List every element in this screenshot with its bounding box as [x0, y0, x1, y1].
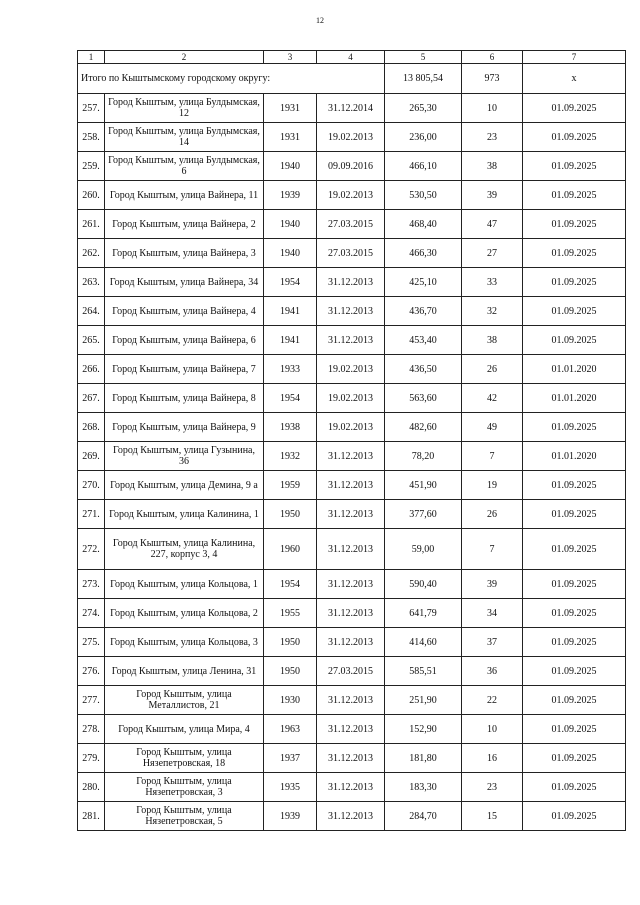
row-address: Город Кыштым, улица Кольцова, 3: [105, 628, 264, 657]
table-row: [78, 297, 626, 326]
row-number: 258.: [78, 123, 105, 152]
row-date: 31.12.2013: [317, 500, 385, 529]
row-deadline: 01.09.2025: [523, 773, 626, 802]
row-number: 260.: [78, 181, 105, 210]
row-deadline: 01.09.2025: [523, 152, 626, 181]
row-date: 19.02.2013: [317, 413, 385, 442]
row-area: 436,50: [385, 355, 462, 384]
table-row: [78, 773, 626, 802]
row-date: 31.12.2013: [317, 802, 385, 831]
row-year: 1937: [264, 744, 317, 773]
row-count: 10: [462, 94, 523, 123]
housing-register-table: [77, 50, 626, 831]
row-number: 270.: [78, 471, 105, 500]
row-count: 16: [462, 744, 523, 773]
column-number-6: 6: [462, 51, 523, 64]
table-row: [78, 355, 626, 384]
table-row: [78, 442, 626, 471]
column-number-2: 2: [105, 51, 264, 64]
column-number-4: 4: [317, 51, 385, 64]
row-area: 59,00: [385, 529, 462, 570]
row-count: 23: [462, 773, 523, 802]
row-deadline: 01.01.2020: [523, 384, 626, 413]
row-date: 31.12.2013: [317, 686, 385, 715]
row-year: 1940: [264, 210, 317, 239]
row-number: 261.: [78, 210, 105, 239]
table-row: [78, 657, 626, 686]
table-row: [78, 239, 626, 268]
row-address: Город Кыштым, улица Вайнера, 3: [105, 239, 264, 268]
row-year: 1941: [264, 297, 317, 326]
row-deadline: 01.09.2025: [523, 744, 626, 773]
row-area: 425,10: [385, 268, 462, 297]
row-number: 278.: [78, 715, 105, 744]
table-row: [78, 744, 626, 773]
column-number-7: 7: [523, 51, 626, 64]
row-year: 1959: [264, 471, 317, 500]
total-area: 13 805,54: [385, 64, 462, 94]
row-deadline: 01.09.2025: [523, 239, 626, 268]
row-year: 1954: [264, 384, 317, 413]
row-count: 7: [462, 529, 523, 570]
row-year: 1935: [264, 773, 317, 802]
total-deadline: х: [523, 64, 626, 94]
row-date: 31.12.2013: [317, 773, 385, 802]
row-address: Город Кыштым, улица Булдымская, 12: [105, 94, 264, 123]
row-deadline: 01.09.2025: [523, 210, 626, 239]
row-year: 1950: [264, 657, 317, 686]
table-row: [78, 413, 626, 442]
row-deadline: 01.09.2025: [523, 686, 626, 715]
row-date: 31.12.2013: [317, 529, 385, 570]
row-year: 1950: [264, 628, 317, 657]
row-deadline: 01.09.2025: [523, 802, 626, 831]
row-address: Город Кыштым, улица Вайнера, 11: [105, 181, 264, 210]
row-deadline: 01.09.2025: [523, 471, 626, 500]
row-number: 262.: [78, 239, 105, 268]
row-number: 257.: [78, 94, 105, 123]
row-count: 27: [462, 239, 523, 268]
row-count: 39: [462, 181, 523, 210]
row-deadline: 01.09.2025: [523, 181, 626, 210]
row-deadline: 01.09.2025: [523, 599, 626, 628]
row-date: 31.12.2013: [317, 268, 385, 297]
row-year: 1950: [264, 500, 317, 529]
row-count: 42: [462, 384, 523, 413]
row-address: Город Кыштым, улица Кольцова, 1: [105, 570, 264, 599]
row-year: 1930: [264, 686, 317, 715]
row-area: 183,30: [385, 773, 462, 802]
row-count: 49: [462, 413, 523, 442]
table-row: [78, 802, 626, 831]
row-date: 19.02.2013: [317, 355, 385, 384]
row-address: Город Кыштым, улица Гузынина, 36: [105, 442, 264, 471]
row-year: 1954: [264, 570, 317, 599]
row-number: 268.: [78, 413, 105, 442]
row-year: 1939: [264, 181, 317, 210]
row-area: 563,60: [385, 384, 462, 413]
row-number: 267.: [78, 384, 105, 413]
row-address: Город Кыштым, улица Вайнера, 8: [105, 384, 264, 413]
row-year: 1938: [264, 413, 317, 442]
row-year: 1932: [264, 442, 317, 471]
total-label: Итого по Кыштымскому городскому округу:: [78, 64, 385, 94]
row-number: 265.: [78, 326, 105, 355]
row-date: 31.12.2013: [317, 326, 385, 355]
row-number: 275.: [78, 628, 105, 657]
row-year: 1941: [264, 326, 317, 355]
row-area: 590,40: [385, 570, 462, 599]
column-number-1: 1: [78, 51, 105, 64]
row-number: 263.: [78, 268, 105, 297]
row-deadline: 01.09.2025: [523, 326, 626, 355]
row-date: 09.09.2016: [317, 152, 385, 181]
row-count: 7: [462, 442, 523, 471]
row-area: 436,70: [385, 297, 462, 326]
row-count: 38: [462, 152, 523, 181]
table-row: [78, 268, 626, 297]
row-area: 265,30: [385, 94, 462, 123]
row-address: Город Кыштым, улица Калинина, 1: [105, 500, 264, 529]
table-row: [78, 500, 626, 529]
row-address: Город Кыштым, улица Демина, 9 а: [105, 471, 264, 500]
row-address: Город Кыштым, улица Вайнера, 34: [105, 268, 264, 297]
table-row: [78, 94, 626, 123]
row-date: 19.02.2013: [317, 384, 385, 413]
row-count: 34: [462, 599, 523, 628]
row-count: 38: [462, 326, 523, 355]
row-area: 251,90: [385, 686, 462, 715]
row-address: Город Кыштым, улица Ленина, 31: [105, 657, 264, 686]
total-count: 973: [462, 64, 523, 94]
row-year: 1931: [264, 123, 317, 152]
table-row: [78, 210, 626, 239]
row-address: Город Кыштым, улица Вайнера, 7: [105, 355, 264, 384]
row-area: 152,90: [385, 715, 462, 744]
row-area: 284,70: [385, 802, 462, 831]
column-number-5: 5: [385, 51, 462, 64]
row-deadline: 01.09.2025: [523, 570, 626, 599]
row-date: 27.03.2015: [317, 657, 385, 686]
row-deadline: 01.09.2025: [523, 500, 626, 529]
row-year: 1939: [264, 802, 317, 831]
row-number: 276.: [78, 657, 105, 686]
row-year: 1940: [264, 239, 317, 268]
row-area: 78,20: [385, 442, 462, 471]
row-address: Город Кыштым, улица Нязепетровская, 18: [105, 744, 264, 773]
row-deadline: 01.09.2025: [523, 297, 626, 326]
row-date: 27.03.2015: [317, 210, 385, 239]
row-area: 453,40: [385, 326, 462, 355]
row-date: 19.02.2013: [317, 181, 385, 210]
row-deadline: 01.09.2025: [523, 529, 626, 570]
table-row: [78, 471, 626, 500]
row-number: 272.: [78, 529, 105, 570]
row-area: 468,40: [385, 210, 462, 239]
row-address: Город Кыштым, улица Вайнера, 4: [105, 297, 264, 326]
row-count: 26: [462, 500, 523, 529]
row-area: 451,90: [385, 471, 462, 500]
row-count: 36: [462, 657, 523, 686]
row-count: 37: [462, 628, 523, 657]
row-count: 47: [462, 210, 523, 239]
row-address: Город Кыштым, улица Вайнера, 2: [105, 210, 264, 239]
row-address: Город Кыштым, улица Вайнера, 9: [105, 413, 264, 442]
row-area: 236,00: [385, 123, 462, 152]
row-area: 414,60: [385, 628, 462, 657]
row-address: Город Кыштым, улица Булдымская, 6: [105, 152, 264, 181]
row-number: 269.: [78, 442, 105, 471]
row-date: 31.12.2013: [317, 471, 385, 500]
row-date: 31.12.2014: [317, 94, 385, 123]
table-row: [78, 384, 626, 413]
row-number: 259.: [78, 152, 105, 181]
row-area: 482,60: [385, 413, 462, 442]
row-deadline: 01.09.2025: [523, 123, 626, 152]
row-deadline: 01.01.2020: [523, 442, 626, 471]
row-deadline: 01.09.2025: [523, 715, 626, 744]
row-number: 279.: [78, 744, 105, 773]
row-address: Город Кыштым, улица Нязепетровская, 3: [105, 773, 264, 802]
row-count: 10: [462, 715, 523, 744]
row-area: 530,50: [385, 181, 462, 210]
table-row: [78, 152, 626, 181]
row-date: 31.12.2013: [317, 715, 385, 744]
row-count: 23: [462, 123, 523, 152]
row-date: 31.12.2013: [317, 297, 385, 326]
page-number: 12: [316, 16, 324, 25]
row-count: 32: [462, 297, 523, 326]
row-number: 264.: [78, 297, 105, 326]
row-year: 1963: [264, 715, 317, 744]
row-year: 1931: [264, 94, 317, 123]
row-number: 277.: [78, 686, 105, 715]
table-row: [78, 570, 626, 599]
row-number: 271.: [78, 500, 105, 529]
row-year: 1954: [264, 268, 317, 297]
table-row: [78, 628, 626, 657]
row-year: 1933: [264, 355, 317, 384]
row-address: Город Кыштым, улица Металлистов, 21: [105, 686, 264, 715]
row-count: 22: [462, 686, 523, 715]
row-number: 273.: [78, 570, 105, 599]
row-date: 27.03.2015: [317, 239, 385, 268]
row-date: 31.12.2013: [317, 570, 385, 599]
row-number: 274.: [78, 599, 105, 628]
row-year: 1960: [264, 529, 317, 570]
table-row: [78, 686, 626, 715]
row-area: 641,79: [385, 599, 462, 628]
column-number-3: 3: [264, 51, 317, 64]
row-date: 19.02.2013: [317, 123, 385, 152]
row-date: 31.12.2013: [317, 744, 385, 773]
row-number: 266.: [78, 355, 105, 384]
row-area: 585,51: [385, 657, 462, 686]
row-address: Город Кыштым, улица Вайнера, 6: [105, 326, 264, 355]
row-date: 31.12.2013: [317, 442, 385, 471]
row-address: Город Кыштым, улица Нязепетровская, 5: [105, 802, 264, 831]
total-row: [78, 64, 626, 94]
row-address: Город Кыштым, улица Калинина, 227, корпус 3, 4: [105, 529, 264, 570]
row-deadline: 01.09.2025: [523, 657, 626, 686]
table-row: [78, 326, 626, 355]
row-deadline: 01.01.2020: [523, 355, 626, 384]
table-row: [78, 181, 626, 210]
row-address: Город Кыштым, улица Мира, 4: [105, 715, 264, 744]
table-row: [78, 715, 626, 744]
row-area: 466,30: [385, 239, 462, 268]
row-area: 181,80: [385, 744, 462, 773]
row-number: 281.: [78, 802, 105, 831]
row-deadline: 01.09.2025: [523, 268, 626, 297]
row-count: 15: [462, 802, 523, 831]
row-deadline: 01.09.2025: [523, 628, 626, 657]
table-row: [78, 123, 626, 152]
table-row: [78, 599, 626, 628]
row-count: 33: [462, 268, 523, 297]
row-date: 31.12.2013: [317, 628, 385, 657]
row-deadline: 01.09.2025: [523, 94, 626, 123]
row-address: Город Кыштым, улица Булдымская, 14: [105, 123, 264, 152]
row-deadline: 01.09.2025: [523, 413, 626, 442]
row-date: 31.12.2013: [317, 599, 385, 628]
row-number: 280.: [78, 773, 105, 802]
row-address: Город Кыштым, улица Кольцова, 2: [105, 599, 264, 628]
table-row: [78, 529, 626, 570]
row-year: 1955: [264, 599, 317, 628]
row-area: 377,60: [385, 500, 462, 529]
row-count: 26: [462, 355, 523, 384]
row-count: 39: [462, 570, 523, 599]
row-year: 1940: [264, 152, 317, 181]
row-area: 466,10: [385, 152, 462, 181]
row-count: 19: [462, 471, 523, 500]
column-number-row: [78, 51, 626, 64]
table-body: [78, 51, 626, 831]
